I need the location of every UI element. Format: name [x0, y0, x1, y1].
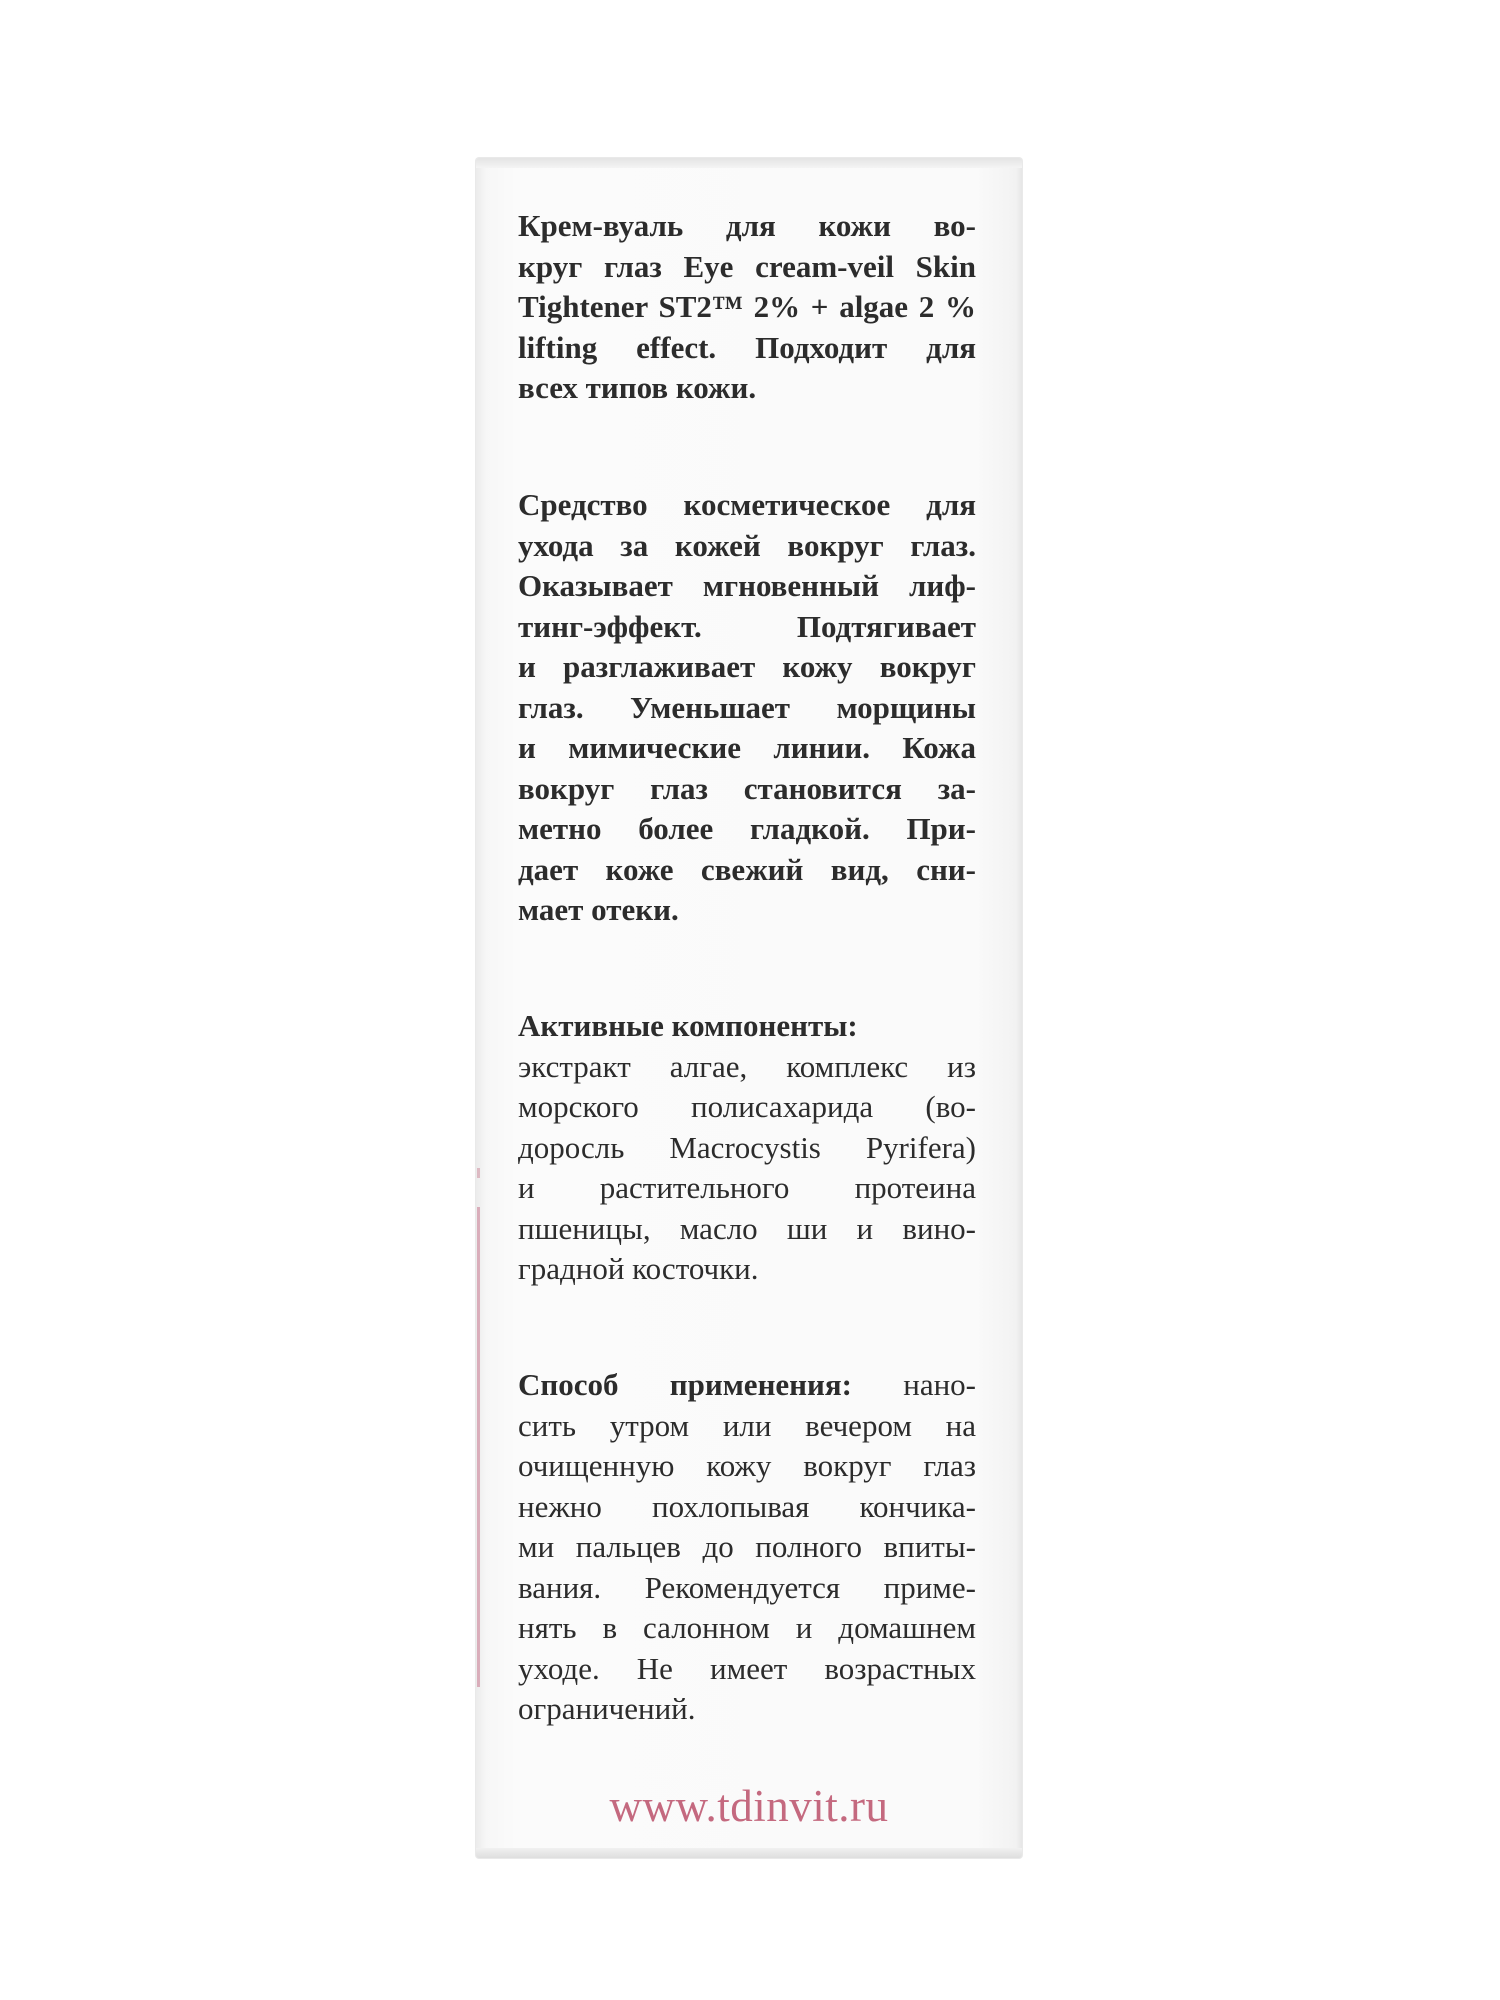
description-block — [518, 485, 976, 931]
usage-line: нежно похлопывая кончика- — [518, 1488, 976, 1524]
description-line: ухода за кожей вокруг глаз. — [518, 527, 976, 563]
usage-line: вания. Рекомендуется приме- — [518, 1569, 976, 1605]
usage-heading: Способ применения: — [518, 1367, 853, 1402]
intro-line: Крем-вуаль для кожи во- — [518, 208, 976, 243]
intro-line: всех типов кожи. — [518, 370, 757, 405]
intro-line: lifting effect. Подходит для — [518, 329, 976, 365]
active-components-line: пшеницы, масло ши и вино- — [518, 1210, 976, 1246]
website-url: www.tdinvit.ru — [609, 1781, 889, 1831]
active-components-line: морского полисахарида (во- — [518, 1089, 976, 1124]
active-components-heading: Активные компоненты: — [518, 1008, 858, 1043]
description-line: вокруг глаз становится за- — [518, 770, 976, 806]
active-components-line: экстракт алгае, комплекс из — [518, 1048, 976, 1084]
box-edge-accent-mark — [477, 1168, 480, 1178]
description-line: мает отеки. — [518, 892, 679, 927]
description-line: метно более гладкой. При- — [518, 811, 976, 846]
intro-block — [518, 206, 976, 409]
box-bottom-edge — [476, 1848, 1022, 1858]
active-components-line: доросль Macrocystis Pyrifera) — [518, 1129, 976, 1165]
description-line: Средство косметическое для — [518, 487, 976, 522]
description-line: и мимические линии. Кожа — [518, 730, 976, 765]
usage-first-line-rest: нано- — [903, 1367, 976, 1402]
active-components-line: и растительного протеина — [518, 1170, 976, 1205]
usage-line: очищенную кожу вокруг глаз — [518, 1448, 976, 1483]
description-line: тинг-эффект. Подтягивает — [518, 608, 976, 644]
box-edge-accent-stripe — [477, 1207, 480, 1687]
intro-line: круг глаз Eye cream-veil Skin — [518, 248, 976, 284]
usage-line: сить утром или вечером на — [518, 1407, 976, 1443]
usage-line: нять в салонном и домашнем — [518, 1610, 976, 1645]
description-line: Оказывает мгновенный лиф- — [518, 568, 976, 603]
description-line: и разглаживает кожу вокруг — [518, 649, 976, 684]
usage-line: ми пальцев до полного впиты- — [518, 1529, 976, 1564]
usage-first-line — [518, 1365, 976, 1406]
active-components-line: градной косточки. — [518, 1251, 759, 1286]
intro-line: Tightener ST2™ 2% + algae 2 % — [518, 289, 976, 324]
box-top-edge — [476, 158, 1022, 168]
usage-line: ограничений. — [518, 1691, 696, 1726]
description-line: дает коже свежий вид, сни- — [518, 851, 976, 887]
description-line: глаз. Уменьшает морщины — [518, 689, 976, 725]
active-components-block — [518, 1006, 976, 1290]
usage-block — [518, 1365, 976, 1730]
usage-line: уходе. Не имеет возрастных — [518, 1650, 976, 1686]
